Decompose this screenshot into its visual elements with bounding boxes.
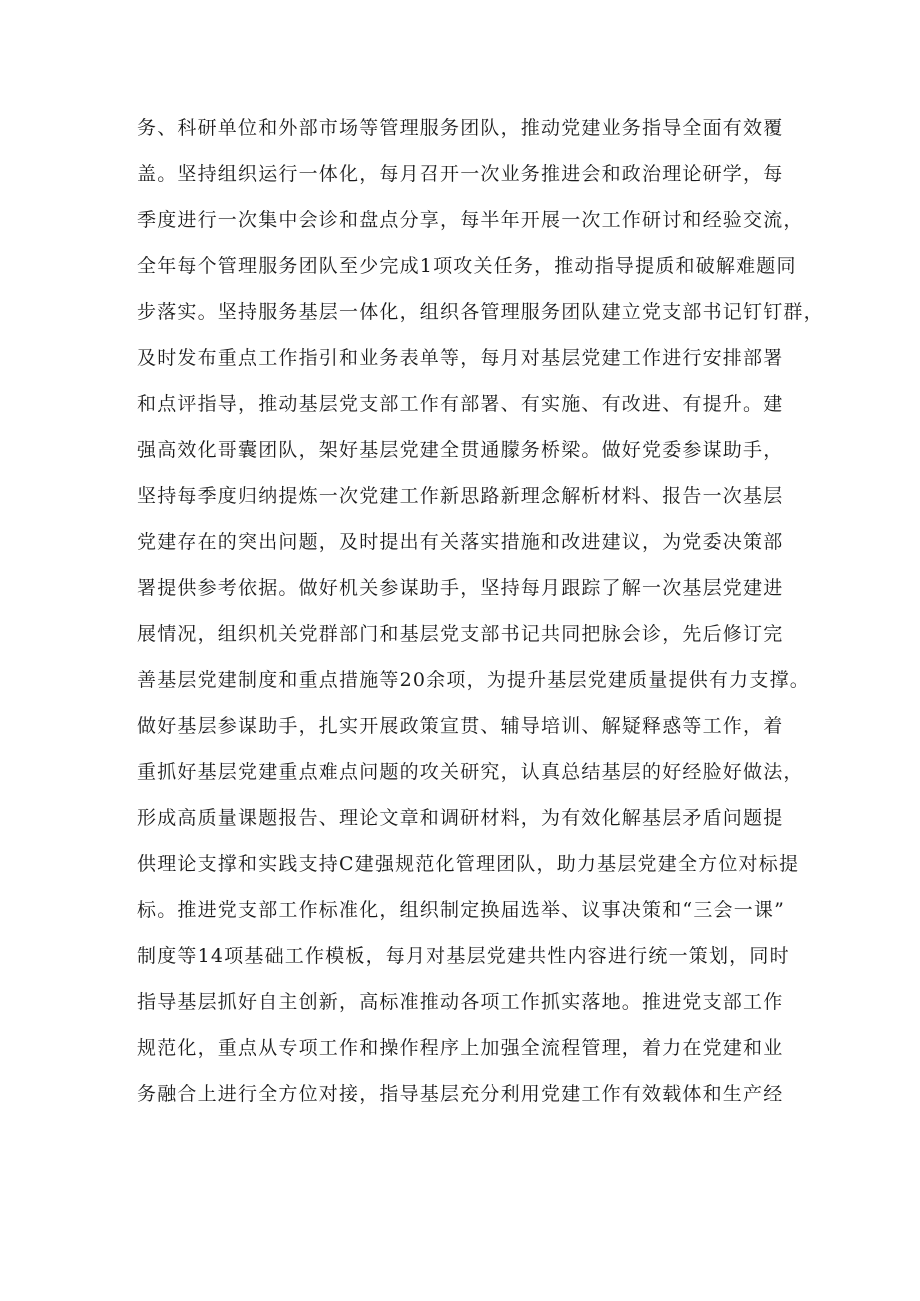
text-line: 标。推进党支部工作标准化，组织制定换届选举、议事决策和“三会一课”	[137, 899, 786, 921]
text-line: 及时发布重点工作指引和业务表单等，每月对基层党建工作进行安排部署	[137, 347, 784, 369]
text-line: 形成高质量课题报告、理论文章和调研材料，为有效化解基层矛盾问题提	[137, 807, 784, 829]
text-line: 全年每个管理服务团队至少完成1项攻关任务，推动指导提质和破解难题同	[137, 255, 797, 277]
text-line: 强高效化哥囊团队，架好基层党建全贯通朦务桥梁。做好党委参谋助手，	[137, 439, 784, 461]
text-line: 季度进行一次集中会诊和盘点分享，每半年开展一次工作研讨和经验交流，	[137, 209, 804, 231]
text-line: 党建存在的突出问题，及时提出有关落实措施和改进建议，为党委决策部	[137, 531, 784, 553]
text-line: 供理论支撑和实践支持C建强规范化管理团队，助力基层党建全方位对标提	[137, 853, 800, 875]
text-line: 制度等14项基础工作模板，每月对基层党建共性内容进行统一策划，同时	[137, 945, 790, 967]
text-line: 善基层党建制度和重点措施等20余项，为提升基层党建质量提供有力支撑。	[137, 669, 810, 691]
text-line: 署提供参考依据。做好机关参谋助手，坚持每月跟踪了解一次基层党建进	[137, 577, 784, 599]
text-line: 盖。坚持组织运行一体化，每月召开一次业务推进会和政治理论研学，每	[137, 163, 784, 185]
text-line: 重抓好基层党建重点难点问题的攻关研究，认真总结基层的好经脸好做法，	[137, 761, 804, 783]
text-line: 做好基层参谋助手，扎实开展政策宣贯、辅导培训、解疑释惑等工作，着	[137, 715, 784, 737]
text-line: 务、科研单位和外部市场等管理服务团队，推动党建业务指导全面有效覆	[137, 117, 784, 139]
text-line: 展情况，组织机关党群部门和基层党支部书记共同把脉会诊，先后修订完	[137, 623, 784, 645]
text-line: 务融合上进行全方位对接，指导基层充分利用党建工作有效载体和生产经	[137, 1083, 784, 1105]
body-paragraph	[137, 105, 824, 1117]
text-line: 步落实。坚持服务基层一体化，组织各管理服务团队建立党支部书记钉钉群，	[137, 301, 824, 323]
text-line: 和点评指导，推动基层党支部工作有部署、有实施、有改进、有提升。建	[137, 393, 784, 415]
text-line: 坚持每季度归纳提炼一次党建工作新思路新理念解析材料、报告一次基层	[137, 485, 784, 507]
text-line: 规范化，重点从专项工作和操作程序上加强全流程管理，着力在党建和业	[137, 1037, 784, 1059]
text-line: 指导基层抓好自主创新，高标准推动各项工作抓实落地。推进党支部工作	[137, 991, 784, 1013]
